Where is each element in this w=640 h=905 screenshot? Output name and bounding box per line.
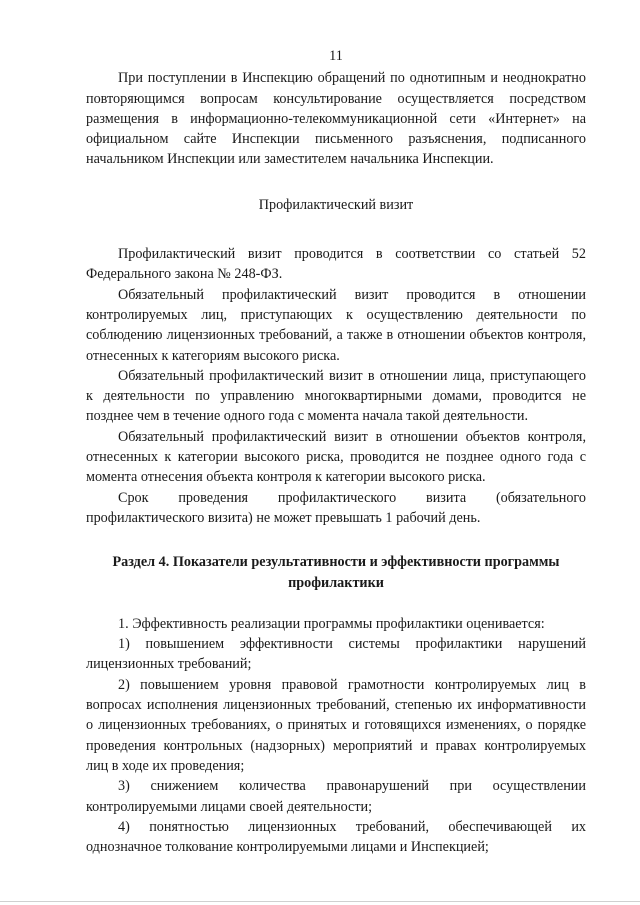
section-paragraph-2: 1) повышением эффективности системы профилактики нарушений лицензионных требований; (86, 636, 586, 673)
paragraph-consultation: При поступлении в Инспекцию обращений по однотипным и неоднократно повторяющимся вопросам консультирование осуществляется посредством размещения в информационно-телекоммуникационной сети «Интернет» на официальном сайте Инспекции письменного разъяснения, подписанного начальником Инспекции или заместителем начальника Инспекции. (86, 70, 586, 168)
page-edge-divider (0, 901, 640, 902)
section-paragraph-1: 1. Эффективность реализации программы профилактики оценивается: (118, 615, 545, 632)
section-paragraph-3: 2) повышением уровня правовой грамотности контролируемых лиц в вопросах исполнения лицензионных требований, степенью их информативности о лицензионных требованиях, о принятых и готовящихся изменениях, о порядке проведения контрольных (надзорных) мероприятий и правах контролируемых лиц в ходе их проведения; (86, 676, 586, 774)
visit-paragraph-4: Обязательный профилактический визит в отношении объектов контроля, отнесенных к категории высокого риска, проводится не позднее одного года с момента отнесения объекта контроля к категории высокого риска. (86, 428, 586, 486)
visit-paragraph-2: Обязательный профилактический визит проводится в отношении контролируемых лиц, приступающих к осуществлению деятельности по соблюдению лицензионных требований, а также в отношении объектов контроля, отнесенных к категориям высокого риска. (86, 286, 586, 364)
visit-paragraph-3: Обязательный профилактический визит в отношении лица, приступающего к деятельности по управлению многоквартирными домами, проводится не позднее чем в течение одного года с момента начала такой деятельности. (86, 367, 586, 425)
page-number: 11 (329, 48, 343, 64)
visit-paragraph-5: Срок проведения профилактического визита (обязательного профилактического визита) не может превышать 1 рабочий день. (86, 489, 586, 526)
section-paragraph-4: 3) снижением количества правонарушений при осуществлении контролируемыми лицами своей деятельности; (86, 778, 586, 815)
section-title: Раздел 4. Показатели результативности и эффективности программы профилактики (112, 554, 560, 591)
section-paragraph-5: 4) понятностью лицензионных требований, обеспечивающей их однозначное толкование контролируемыми лицами и Инспекцией; (86, 818, 586, 856)
visit-heading: Профилактический визит (258, 196, 414, 213)
visit-paragraph-1: Профилактический визит проводится в соответствии со статьей 52 Федерального закона № 248-ФЗ. (86, 246, 586, 283)
